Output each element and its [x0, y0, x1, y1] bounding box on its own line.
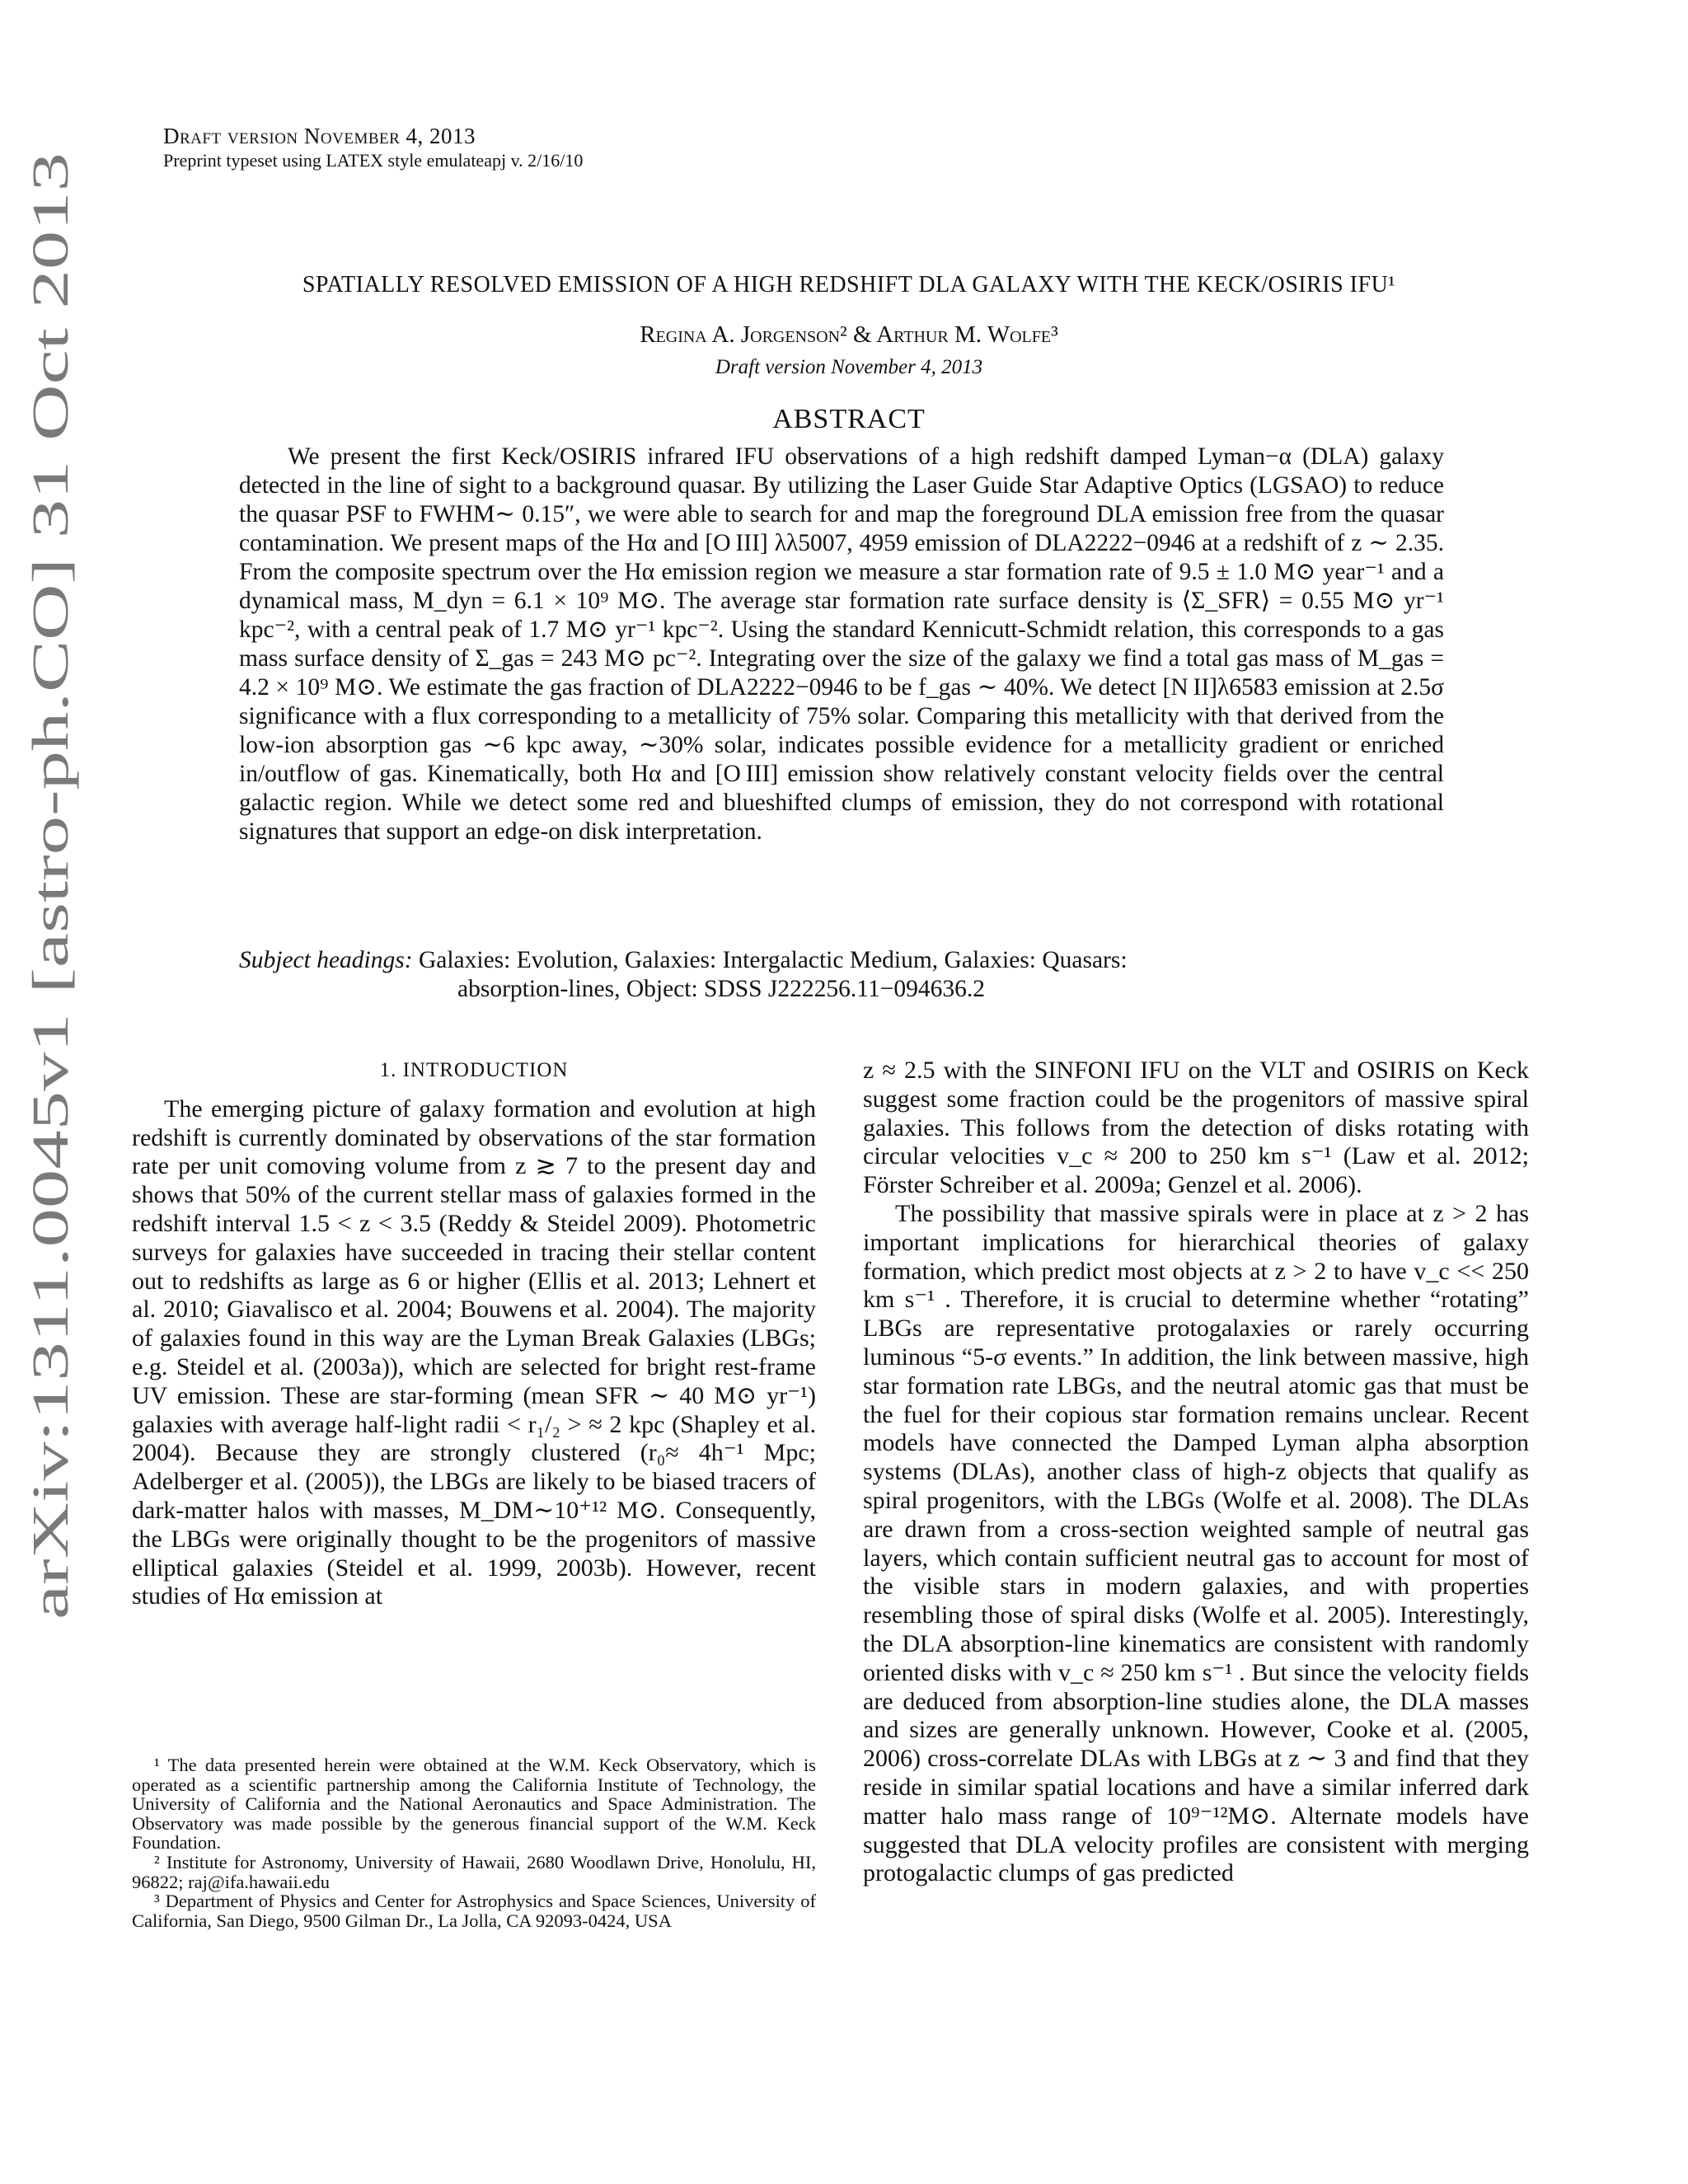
- abstract-heading: ABSTRACT: [772, 404, 926, 434]
- footnote-2: ² Institute for Astronomy, University of Hawaii, 2680 Woodlawn Drive, Honolulu, HI, 96822; raj@ifa.hawaii.edu: [132, 1851, 816, 1892]
- intro-paragraph-1-continued: z ≈ 2.5 with the SINFONI IFU on the VLT and OSIRIS on Keck suggest some fraction could be the progenitors of massive spiral galaxies. This follows from the detection of disks rotating with circular velocities v_c ≈ 200 to 250 km s⁻¹ (Law et al. 2012; Förster Schreiber et al. 2009a; Genzel et al. 2006).: [863, 1057, 1529, 1199]
- right-column: [863, 1057, 1529, 1888]
- intro-paragraph-1: The emerging picture of galaxy formation and evolution at high redshift is currently dominated by observations of the star formation rate per unit comoving volume from z ≳ 7 to the present day and shows that 50% of the current stellar mass of galaxies formed in the redshift interval 1.5 < z < 3.5 (Reddy & Steidel 2009). Photometric surveys for galaxies have succeeded in tracing their stellar content out to redshifts as large as 6 or higher (Ellis et al. 2013; Lehnert et al. 2010; Giavalisco et al. 2004; Bouwens et al. 2004). The majority of galaxies found in this way are the Lyman Break Galaxies (LBGs; e.g. Steidel et al. (2003a)), which are selected for bright rest-frame UV emission. These are star-forming (mean SFR ∼ 40 M⊙ yr⁻¹) galaxies with average half-light radii < r₁/₂ > ≈ 2 kpc (Shapley et al. 2004). Because they are strongly clustered (r₀≈ 4h⁻¹ Mpc; Adelberger et al. (2005)), the LBGs are likely to be biased tracers of dark-matter halos with masses, M_DM∼10⁺¹² M⊙. Consequently, the LBGs were originally thought to be the progenitors of massive elliptical galaxies (Steidel et al. 1999, 2003b). However, recent studies of Hα emission at: [132, 1094, 816, 1610]
- section-heading-introduction: 1. INTRODUCTION: [379, 1059, 569, 1081]
- abstract-text: We present the first Keck/OSIRIS infrared IFU observations of a high redshift damped Lyman−α (DLA) galaxy detected in the line of sight to a background quasar. By utilizing the Laser Guide Star Adaptive Optics (LGSAO) to reduce the quasar PSF to FWHM∼ 0.15″, we were able to search for and map the foreground DLA emission free from the quasar contamination. We present maps of the Hα and [O III] λλ5007, 4959 emission of DLA2222−0946 at a redshift of z ∼ 2.35. From the composite spectrum over the Hα emission region we measure a star formation rate of 9.5 ± 1.0 M⊙ year⁻¹ and a dynamical mass, M_dyn = 6.1 × 10⁹ M⊙. The average star formation rate surface density is ⟨Σ_SFR⟩ = 0.55 M⊙ yr⁻¹ kpc⁻², with a central peak of 1.7 M⊙ yr⁻¹ kpc⁻². Using the standard Kennicutt-Schmidt relation, this corresponds to a gas mass surface density of Σ_gas = 243 M⊙ pc⁻². Integrating over the size of the galaxy we find a total gas mass of M_gas = 4.2 × 10⁹ M⊙. We estimate the gas fraction of DLA2222−0946 to be f_gas ∼ 40%. We detect [N II]λ6583 emission at 2.5σ significance with a flux corresponding to a metallicity of 75% solar. Comparing this metallicity with that derived from the low-ion absorption gas ∼6 kpc away, ∼30% solar, indicates possible evidence for a metallicity gradient or enriched in/outflow of gas. Kinematically, both Hα and [O III] emission show relatively constant velocity fields over the central galactic region. While we detect some red and blueshifted clumps of emission, they do not correspond with rotational signatures that support an edge-on disk interpretation.: [239, 443, 1444, 845]
- paper-title: SPATIALLY RESOLVED EMISSION OF A HIGH REDSHIFT DLA GALAXY WITH THE KECK/OSIRIS IFU¹: [302, 272, 1396, 298]
- left-column: [132, 1057, 816, 1611]
- arxiv-id-text: arXiv:1311.0045v1 [astro-ph.CO] 31 Oct 2013: [23, 658, 79, 1619]
- footnote-1: ¹ The data presented herein were obtained at the W.M. Keck Observatory, which is operated as a scientific partnership among the California Institute of Technology, the University of California and the National Aeronautics and Space Administration. The Observatory was made possible by the generous financial support of the W.M. Keck Foundation.: [132, 1755, 816, 1854]
- intro-paragraph-2: The possibility that massive spirals were in place at z > 2 has important implications for hierarchical theories of galaxy formation, which predict most objects at z > 2 to have v_c << 250 km s⁻¹ . Therefore, it is crucial to determine whether “rotating” LBGs are representative protogalaxies or rarely occurring luminous “5-σ events.” In addition, the link between massive, high star formation rate LBGs, and the neutral atomic gas that must be the fuel for their copious star formation remains unclear. Recent models have connected the Damped Lyman alpha absorption systems (DLAs), another class of high-z objects that qualify as spiral progenitors, with the LBGs (Wolfe et al. 2008). The DLAs are drawn from a cross-section weighted sample of neutral gas layers, which contain sufficient neutral gas to account for most of the visible stars in modern galaxies, and with properties resembling those of spiral disks (Wolfe et al. 2005). Interestingly, the DLA absorption-line kinematics are consistent with randomly oriented disks with v_c ≈ 250 km s⁻¹ . But since the velocity fields are deduced from absorption-line studies alone, the DLA masses and sizes are generally unknown. However, Cooke et al. (2005, 2006) cross-correlate DLAs with LBGs at z ∼ 3 and find that they reside in similar spatial locations and have a similar inferred dark matter halo mass range of 10⁹⁻¹²M⊙. Alternate models have suggested that DLA velocity profiles are consistent with merging protogalactic clumps of gas predicted: [863, 1199, 1529, 1887]
- preprint-line: Preprint typeset using LATEX style emulateapj v. 2/16/10: [163, 150, 584, 171]
- footnotes: [132, 1755, 816, 1930]
- subject-headings-line2: absorption-lines, Object: SDSS J222256.11−094636.2: [457, 976, 985, 1002]
- draft-date-italic: Draft version November 4, 2013: [715, 356, 983, 378]
- draft-version-line: Draft version November 4, 2013: [163, 124, 476, 148]
- footnote-3: ³ Department of Physics and Center for Astrophysics and Space Sciences, University of California, San Diego, 9500 Gilman Dr., La Jolla, CA 92093-0424, USA: [132, 1891, 816, 1931]
- paper-authors: Regina A. Jorgenson² & Arthur M. Wolfe³: [640, 321, 1058, 348]
- arxiv-sidebar-stamp: [16, 152, 82, 1619]
- subject-headings-line1: Galaxies: Evolution, Galaxies: Intergalactic Medium, Galaxies: Quasars:: [418, 947, 1128, 973]
- subject-headings-label: Subject headings:: [239, 947, 413, 973]
- subject-headings: [239, 946, 1444, 1004]
